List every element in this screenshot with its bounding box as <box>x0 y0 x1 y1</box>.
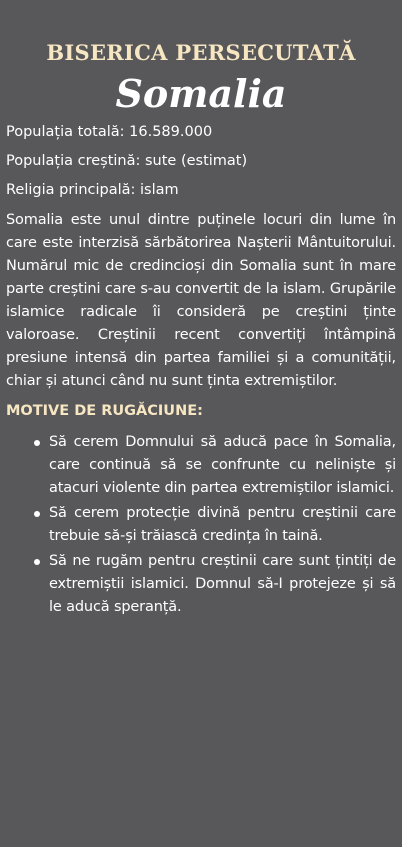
bullet-icon <box>34 559 40 565</box>
country-description: Somalia este unul dintre puținele locuri din lume în care este interzisă sărbătorirea Nașterii Mântuitorului. Numărul mic de credincioși din Somalia sunt în mare parte creștini care s-au convertit de la islam. Grupările islamice radicale îi consideră pe creștini ținte valoroase. Creștinii recent convertiți întâmpină presiune intensă din partea familiei și a comunității, chiar și atunci când nu sunt ținta extremiștilor. <box>6 212 396 389</box>
bullet-icon <box>34 511 40 517</box>
prayer-item <box>34 550 396 619</box>
prayer-item <box>34 502 396 548</box>
country-title: Somalia <box>115 71 287 116</box>
prayer-item-text: Să cerem protecție divină pentru creștinii care trebuie să-și trăiască credința în taină. <box>49 505 396 544</box>
stat-main-religion: Religia principală: islam <box>6 182 179 198</box>
prayer-item-text: Să cerem Domnului să aducă pace în Somalia, care continuă să se confrunte cu neliniște și atacuri violente din partea extremiștilor islamici. <box>49 434 396 496</box>
prayer-heading: MOTIVE DE RUGĂCIUNE: <box>6 403 203 419</box>
stat-christian-population: Populația creștină: sute (estimat) <box>6 153 248 169</box>
organization-title: BISERICA PERSECUTATĂ <box>46 40 356 65</box>
prayer-list <box>6 431 396 619</box>
bullet-icon <box>34 440 40 446</box>
stat-total-population: Populația totală: 16.589.000 <box>6 124 213 140</box>
prayer-item-text: Să ne rugăm pentru creștinii care sunt țintiți de extremiștii islamici. Domnul să-I protejeze și să le aducă speranță. <box>49 553 396 615</box>
prayer-item <box>34 431 396 500</box>
